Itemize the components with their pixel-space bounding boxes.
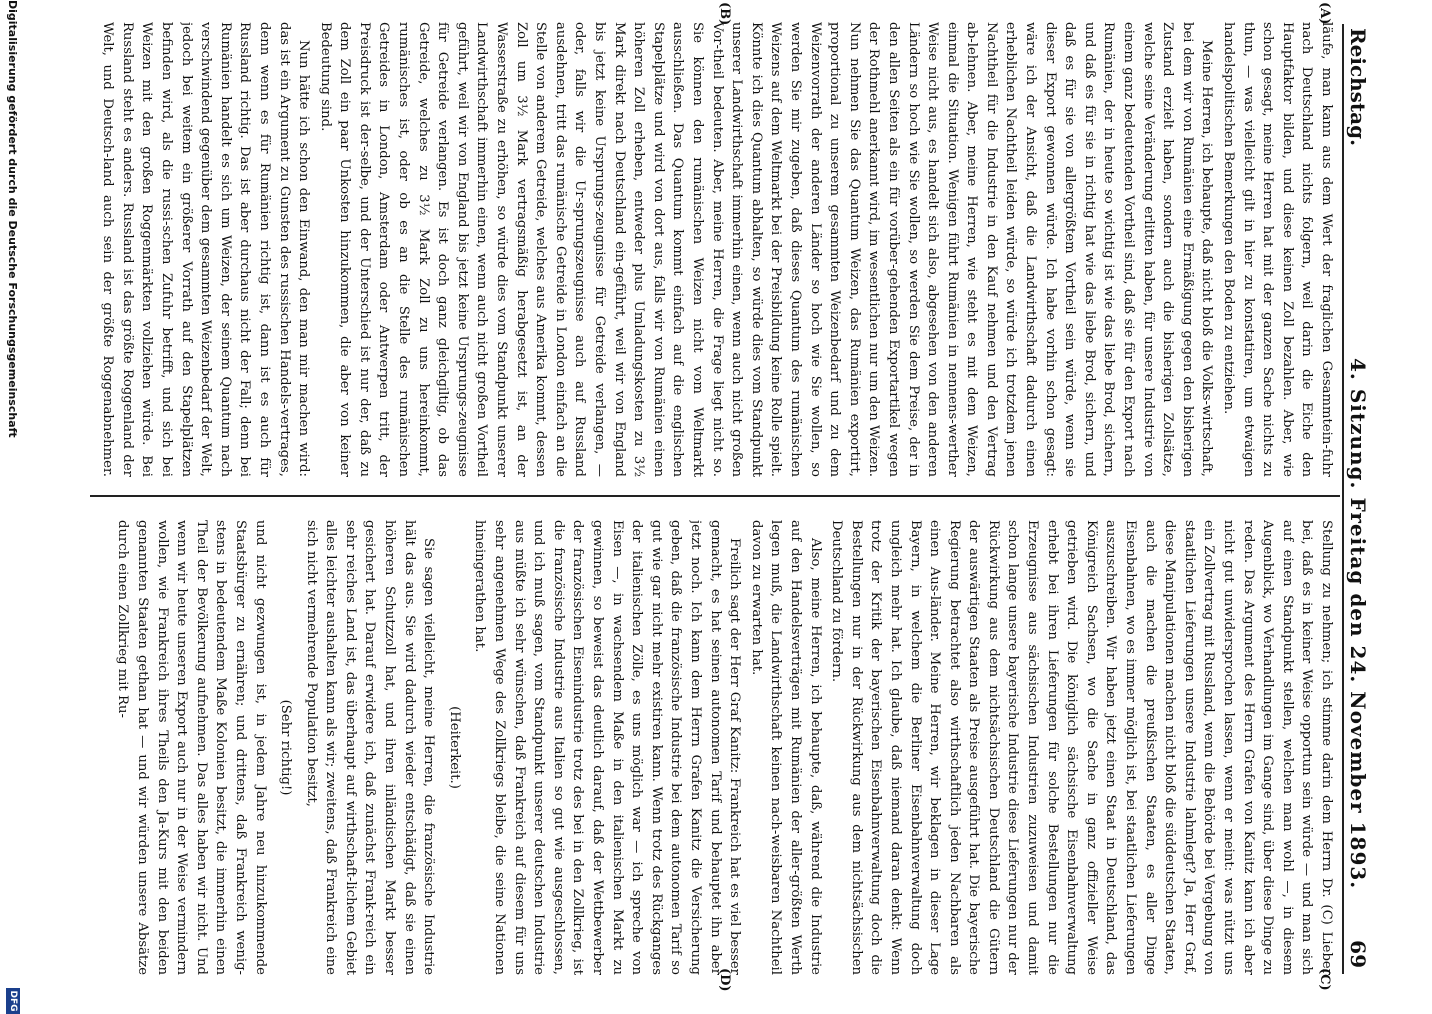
paragraph: Also, meine Herren, ich behaupte, daß, während die Industrie auf den Handelsverträgen mit Rumänien der aller-größten Werth legen muß, die Landwirthschaft keinen nach-weisbaren Nachtheil davon zu erwarten hat. <box>748 520 823 975</box>
paragraph: Sie sagen vielleicht, meine Herren, die französische Industrie hält das aus. Sie wird dadurch wieder entschädigt, daß sie einen höheren Schutzzoll hat, und ihren inländischen Markt besser gesichert hat. Darauf erwidere ich, daß zunächst Frank-reich ein sehr reiches Land ist, das überhaupt auf wirthschaft-lichem Gebiet alles leichter aushalten kann als wir; zweitens, daß Frankreich eine sich nicht vermehrende Population besitzt, <box>303 520 437 975</box>
digitization-credit <box>2 0 22 1012</box>
dfg-logo: DFG <box>6 988 20 1014</box>
header-left: Reichstag. <box>1346 28 1370 147</box>
column-divider <box>90 495 1340 497</box>
margin-mark-a: (A) <box>1317 2 1332 25</box>
right-text-column <box>96 520 1336 975</box>
credit-text: Digitalisierung gefördert durch die Deutsche Forschungsgemeinschaft <box>6 0 19 438</box>
interjection: (Sehr richtig!) <box>278 699 294 796</box>
interjection: (Heiterkeit.) <box>446 706 462 789</box>
margin-mark-c: (C) <box>1317 968 1332 991</box>
left-text-column <box>96 22 1336 477</box>
paragraph: Meine Herren, ich behaupte, daß nicht bloß die Volks-wirtschaft, bei dem wir von Rumänien eine Ermäßigung gegen den bisherigen Zustand erzielt haben, sondern auch die bisherigen Zollsätze, welche seine Veränderung erlitten haben, für unsere Industrie von einem ganz bedeutenden Vortheil sind, daß sie für den Export nach Rumänien, der in heute so wichtig ist wie das liebe Brod, sichern, und daß es für sie in richtig hat wie das liebe Brod, sichern, und daß es für sie von allergrößtem Vortheil sein würde, wenn sie dieser Export gewonnen würde. Ich habe vorhin schon gesagt: wäre ich der Ansicht, daß die Landwirthschaft dadurch einen erheblichen Nachtheil leiden würde, so würde ich trotzdem jenen Nachtheil für die Industrie in den Kauf nehmen und den Vertrag ab-lehnen. Aber, meine Herren, wie steht es mit dem Weizen, einmal die Situation. Wenigen führt Rumänien in nennens-werther Weise nicht aus, es handelt sich also, abgesehen von den anderen Ländern so hoch wie Sie wollen, so werden Sie dem Preise, der in den allen Seiten als ein für vorüber-gehenden Exportartikel wegen der Rothmehl anerkannt wird, im wesentlichen nur um den Weizen. Nun nehmen Sie das Quantum Weizen, das Rumänien exportirt, proportional zu unserem gesammten Weizenbedarf und zu dem Weizenvorrath der anderen Länder so hoch wie Sie wollen, so werden Sie mir zugeben, daß dieses Quantum des rumänischen Weizens auf dem Weltmarkt bei der Preisbildung keine Rolle spielt. Könnte ich dies Quantum abhalten, so würde dies vom Standpunkt unserer Landwirthschaft immerhin einen, wenn auch nicht großen Vor-theil bedeuten. Aber, meine Herren, die Frage liegt nicht so. Sie können den rumänischen Weizen nicht vom Weltmarkt ausschließen. Das Quantum kommt einfach auf die englischen Stapelplätze und wird von dort aus, falls wir von Rumänien einen höheren Zoll erheben, entweder plus Umladungskosten zu 3½ Mark direkt nach Deutschland ein-geführt, weil wir von England bis jetzt keine Ursprungs-zeugnisse für Getreide verlangen, — oder, falls wir die Ur-sprungszeugnisse auch auf Russland ausdehnen, tritt das rumänische Getreide in London einfach an die Stelle von anderem Getreide, welches aus Amerika kommt, dessen Zoll um 3½ Mark vertragsmäßig herabgesetzt ist, an der Wasserstraße zu erhöhen, so würde dies vom Standpunkt unserer Landwirthschaft immerhin einen, wenn auch nicht großen Vortheil geführt, weil wir von England bis jetzt keine Ursprungs-zeugnisse für Getreide verlangen. Es ist doch ganz gleichgiltig, ob das Getreide, welches zu 3½ Mark Zoll zu uns hereinkommt, rumänisches ist, oder ob es an die Stelle des rumänischen Getreides in London, Amsterdam oder Antwerpen tritt, der Preisdruck ist der-selbe, und der Unterschied ist nur der, daß zu dem Zoll ein paar Unkosten hinzukommen, die aber von keiner Bedeutung sind. <box>317 22 1215 477</box>
header-rule <box>1342 24 1344 974</box>
margin-mark-b: (B) <box>717 2 732 26</box>
paragraph: läufe, man kann aus dem Wert der fraglichen Gesammtein-fuhr nach Deutschland nichts folgern, weil darin die Eiche den Hauptfaktor bilden, und diese keinen Zoll bezahlen. Aber, wie schon gesagt, meine Herren hat mit der ganzen Sache nichts zu thun, — was vielleicht gilt in hier zu konstatiren, um etwaigen handelspolitischen Bemerkungen den Boden zu entziehen. <box>1221 22 1334 477</box>
paragraph: Nun hätte ich schon den Einwand, den man mir machen wird: das ist ein Argument zu Gunsten des russischen Handels-vertrages, denn wenn es für Rumänien richtig ist, dann ist es auch für Russland richtig. Das ist aber durchaus nicht der Fall; denn bei Rumänien handelt es sich um Weizen, der seinem Quantum nach verschwindend gegenüber dem gesammten Weizenbedarf der Welt, jedoch bei weitem ein größerer Vorrath auf den Stapelplätzen befinden wird, als die russi-schen Zufuhr betrifft, und sich bei Weizen mit den großen Roggenmärkten vollziehen würde. Bei Russland steht es anders. Russland ist das größte Roggenland der Welt, und Deutsch-land auch sein der größte Roggenabnehmer. <box>100 22 312 477</box>
page-number: 69 <box>1346 940 1370 968</box>
paragraph: Freilich sagt der Herr Graf Kanitz: Frankreich hat es viel besser gemacht, es hat seinen autonomen Tarif und behauptet ihn aber jetzt noch. Ich kann dem Herrn Grafen Kanitz die Versicherung geben, daß die französische Industrie bei dem autonomen Tarif so gut wie gar nicht mehr existiren kann. Wenn trotz des Rückganges der italienischen Zölle, es uns möglich war — ich spreche von Eisen —, in wachsendem Maße in den italienischen Markt zu gewinnen, so beweist das deutlich darauf, daß der Wettbewerber der französischen Eisenindustrie trotz des bei in den Zollkrieg, ist die französische Industrie aus Italien so gut wie ausgeschlossen, und ich muß sagen, vom Standpunkt unserer deutschen Industrie aus müßte ich sehr wünschen, daß Frankreich auf diesem für uns sehr angenehmen Wege des Zollkriegs bleibe, die seine Nationen hineingerathen hat. <box>472 520 743 975</box>
paragraph: und nicht gezwungen ist, in jedem Jahre neu hinzukommende Staatsbürger zu ernähren; und drittens, daß Frankreich wenig-stens in bedeutendem Maße Kolonien besitzt, die immerhin einen Theil der Bevölkerung aufnehmen. Das alles haben wir nicht. Und wenn wir heute unseren Export auch nur in der Weise vermindern wollen, wie Frankreich ihres Theils den Ja-Kurs mit den beiden genannten Staaten gethan hat — und wir würden unsere Absätze durch einen Zollkrieg mit Ru- <box>115 520 268 975</box>
running-header <box>1344 28 1370 968</box>
paragraph: Stellung zu nehmen; ich stimme darin dem Herrn Dr. (C) Lieber bei, daß es in keiner Weise opportun sein würde — und man sich auf einen Standpunkt stellen, welchen man wohl —, in diesem Augenblick, wo Verhandlungen im Gange sind, über diese Dinge zu reden. Das Argument des Herrn Grafen von Kanitz kann ich aber nicht gut unwidersprochen lassen, wenn er meint: was nützt uns ein Zollvertrag mit Russland, wenn die Behörde bei Vergebung von staatlichen Lieferungen unsere Industrie lahmlegt? Ja, Herr Graf, diese Manipulationen machen nicht bloß die süddeutschen Staaten, auch die machen die preußischen Staaten, es aller Dinge Eisenbahnen, wo es immer möglich ist, bei staatlichen Lieferungen auszuschreiben. Wir haben jetzt einen Staat in Deutschland, das Königreich Sachsen, wo die Sache in ganz offizieller Weise getrieben wird. Die königlich sächsische Eisenbahnverwaltung erhebt bei ihren Lieferungen für solche Bestellungen nur die Erzeugnisse aus sächsischen Industrien zuzuweisen und damit schon lange unsere bayerische Industrie diese Lieferungen nur der Rückwirkung aus dem nichtsächsischen Deutschland die Gütern der auswärtigen Staaten als Preise ausgeführt hat. Die bayerische Regierung betrachtet also wirthschaftlich jeden Nachbaren als einen Aus-länder. Meine Herren, wir beklagen in dieser Lage Bayern, in welchem die Berliner Eisenbahnverwaltung doch ungleich mehr hat. Ich glaube, daß niemand daran denkt: Wenn trotz der Kritik der bayerischen Eisenbahnverwaltung doch die Bestellungen nur in der Rückwirkung aus dem nichtsächsischen Deutschland zu fördern. <box>829 520 1334 975</box>
margin-mark-d: (D) <box>717 968 732 992</box>
header-session: 4. Sitzung. Freitag den 24. November 1893. <box>1346 358 1370 890</box>
